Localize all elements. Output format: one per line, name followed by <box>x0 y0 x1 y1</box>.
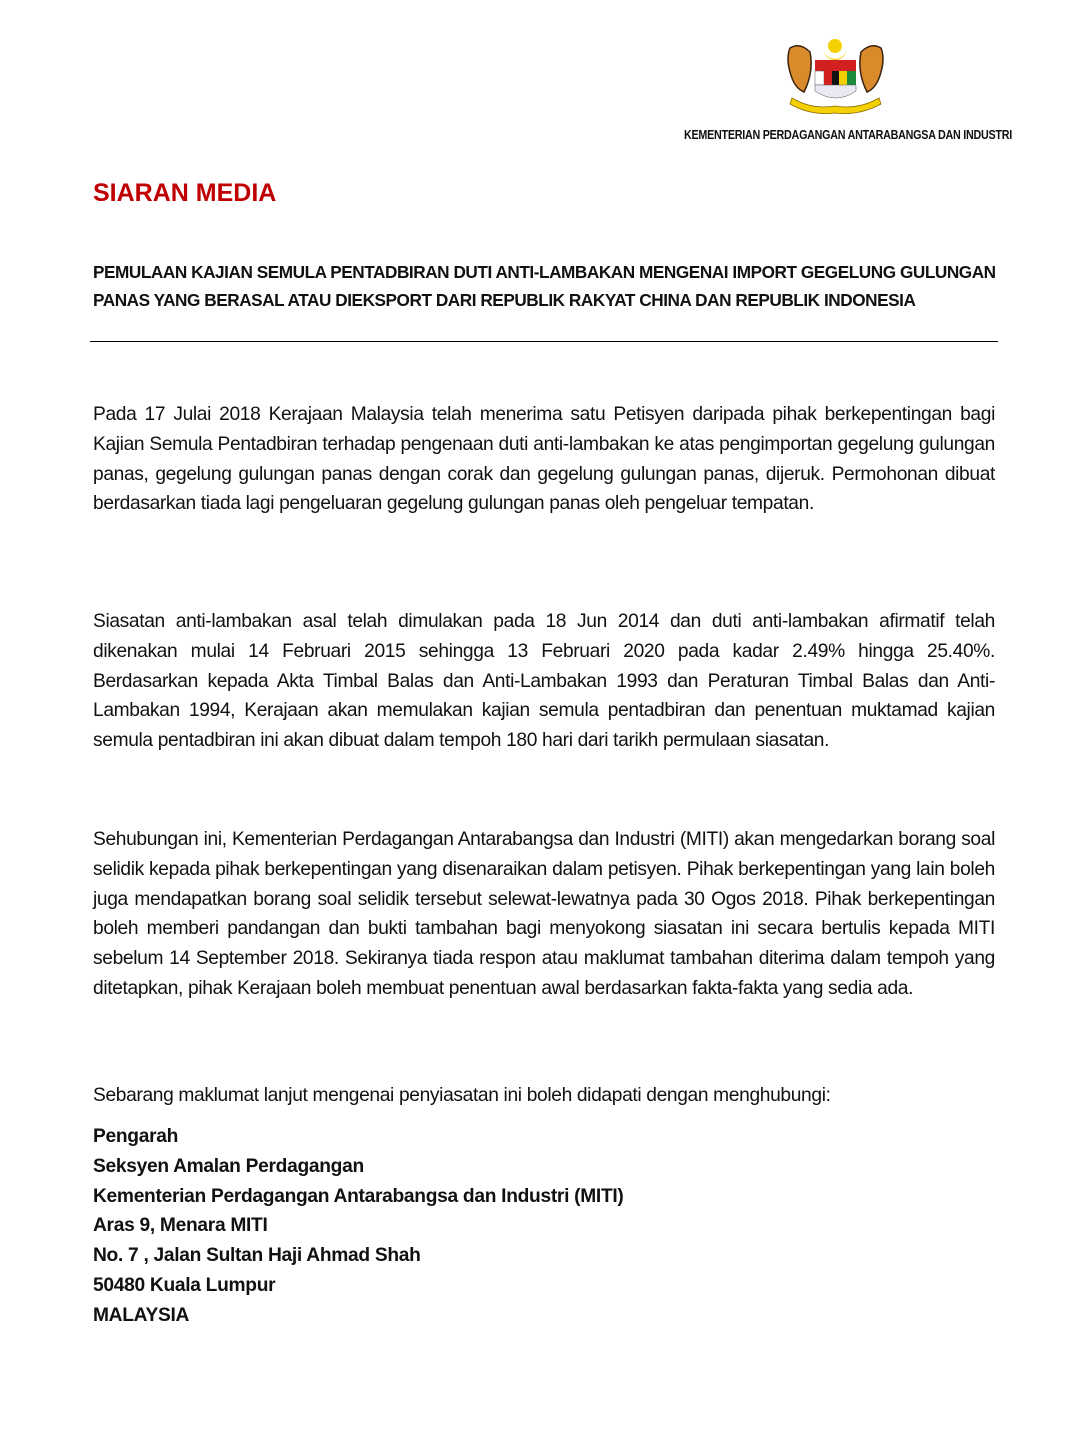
paragraph-2: Siasatan anti-lambakan asal telah dimulakan pada 18 Jun 2014 dan duti anti-lambakan afirmatif telah dikenakan mulai 14 Februari 2015 sehingga 13 Februari 2020 pada kadar 2.49% hingga 25.40%. Berdasarkan kepada Akta Timbal Balas dan Anti-Lambakan 1993 dan Peraturan Timbal Balas dan Anti-Lambakan 1994, Kerajaan akan memulakan kajian semula pentadbiran dan penentuan muktamad kajian semula pentadbiran ini akan dibuat dalam tempoh 180 hari dari tarikh permulaan siasatan. <box>93 611 995 752</box>
title-divider <box>90 341 998 342</box>
paragraph-4: Sebarang maklumat lanjut mengenai penyiasatan ini boleh didapati dengan menghubungi: <box>93 1085 831 1106</box>
coat-of-arms-logo <box>778 36 893 116</box>
document-title: PEMULAAN KAJIAN SEMULA PENTADBIRAN DUTI ANTI-LAMBAKAN MENGENAI IMPORT GEGELUNG GULUNGAN PANAS YANG BERASAL ATAU DIEKSPORT DARI REPUBLIK RAKYAT CHINA DAN REPUBLIK INDONESIA <box>93 262 996 310</box>
contact-address <box>93 1122 623 1331</box>
contact-line: MALAYSIA <box>93 1304 190 1326</box>
paragraph-1: Pada 17 Julai 2018 Kerajaan Malaysia telah menerima satu Petisyen daripada pihak berkepentingan bagi Kajian Semula Pentadbiran terhadap pengenaan duti anti-lambakan ke atas pengimportan gegelung gulungan panas, gegelung gulungan panas dengan corak dan gegelung gulungan panas, dijeruk. Permohonan dibuat berdasarkan tiada lagi pengeluaran gegelung gulungan panas oleh pengeluar tempatan. <box>93 404 995 515</box>
contact-line: Aras 9, Menara MITI <box>93 1215 268 1237</box>
contact-line: Seksyen Amalan Perdagangan <box>93 1155 364 1177</box>
document-label: SIARAN MEDIA <box>93 179 277 207</box>
ministry-name: KEMENTERIAN PERDAGANGAN ANTARABANGSA DAN INDUSTRI <box>684 128 1012 142</box>
contact-line: Kementerian Perdagangan Antarabangsa dan Industri (MITI) <box>93 1185 624 1207</box>
paragraph-3: Sehubungan ini, Kementerian Perdagangan Antarabangsa dan Industri (MITI) akan mengedarkan borang soal selidik kepada pihak berkepentingan yang disenaraikan dalam petisyen. Pihak berkepentingan yang lain boleh juga mendapatkan borang soal selidik tersebut selewat-lewatnya pada 30 Ogos 2018. Pihak berkepentingan boleh memberi pandangan dan bukti tambahan bagi menyokong siasatan ini secara bertulis kepada MITI sebelum 14 September 2018. Sekiranya tiada respon atau maklumat tambahan diterima dalam tempoh yang ditetapkan, pihak Kerajaan boleh membuat penentuan awal berdasarkan fakta-fakta yang sedia ada. <box>93 829 995 999</box>
contact-line: 50480 Kuala Lumpur <box>93 1274 276 1296</box>
contact-line: Pengarah <box>93 1126 179 1147</box>
contact-line: No. 7 , Jalan Sultan Haji Ahmad Shah <box>93 1245 421 1267</box>
